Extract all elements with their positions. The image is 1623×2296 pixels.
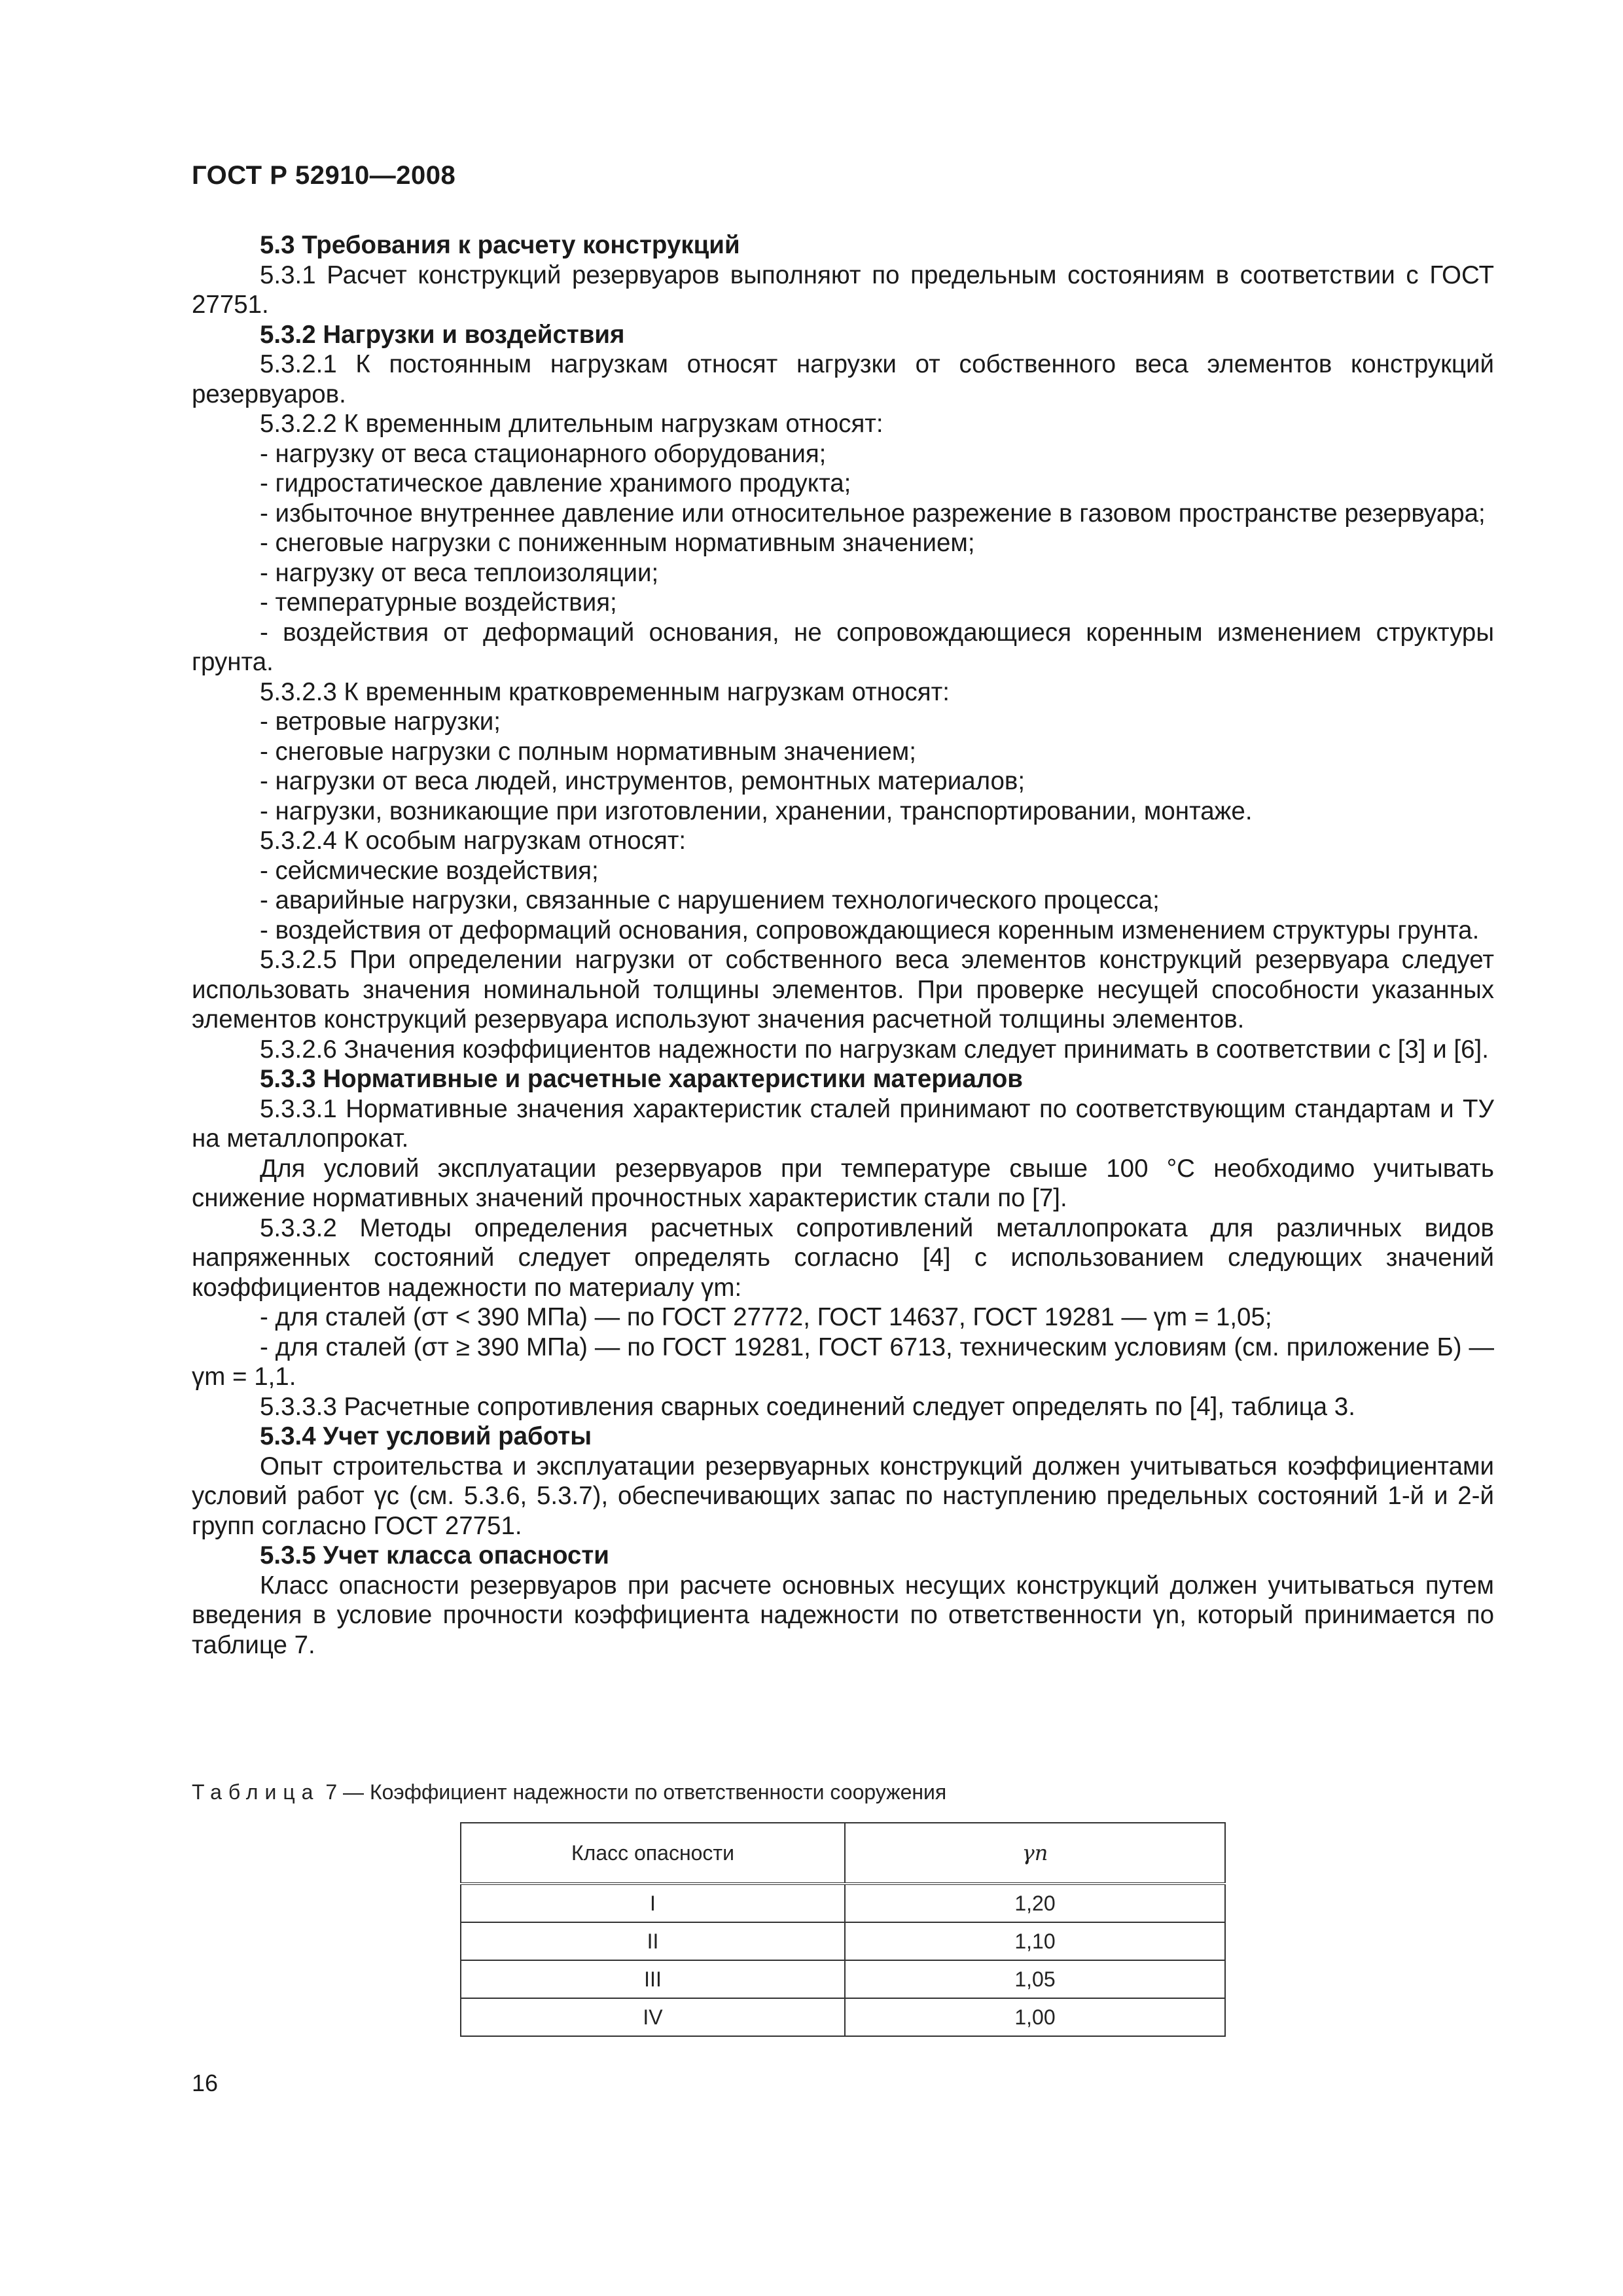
value-cell: 1,10 (845, 1922, 1225, 1960)
hazard-class-table (460, 1822, 1226, 2037)
document-code: ГОСТ Р 52910—2008 (192, 161, 456, 190)
list-item: - снеговые нагрузки с полным нормативным значением; (260, 737, 916, 766)
paragraph: 5.3.3.2 Методы определения расчетных сопротивлений металлопроката для различных видов напряженных состояний следует определять согласно [4] с использованием следующих значений коэффициентов надежности по материалу γm: (192, 1213, 1494, 1302)
paragraph: 5.3.3 Нормативные и расчетные характеристики материалов (260, 1065, 1023, 1093)
table-row (461, 1884, 1225, 1922)
list-item: - нагрузки от веса людей, инструментов, ремонтных материалов; (260, 767, 1026, 795)
table-caption (192, 1780, 946, 1804)
list-item: - воздействия от деформаций основания, сопровождающиеся коренным изменением структуры грунта. (260, 916, 1480, 944)
paragraph: 5.3.3.1 Нормативные значения характеристик сталей принимают по соответствующим стандартам и ТУ на металлопрокат. (192, 1094, 1494, 1153)
value-cell: 1,05 (845, 1960, 1225, 1998)
table-caption-text: 7 — Коэффициент надежности по ответственности сооружения (319, 1780, 947, 1804)
paragraph: 5.3.2.3 К временным кратковременным нагрузкам относят: (260, 677, 950, 706)
list-item: - нагрузки, возникающие при изготовлении, хранении, транспортировании, монтаже. (260, 797, 1253, 825)
paragraph: 5.3.2.6 Значения коэффициентов надежности по нагрузкам следует принимать в соответствии с [3] и [6]. (260, 1035, 1489, 1064)
paragraph: 5.3.2.2 К временным длительным нагрузкам относят: (260, 410, 883, 438)
table-row (461, 1960, 1225, 1998)
table-row (461, 1922, 1225, 1960)
body-text (192, 230, 1494, 1660)
class-cell: I (461, 1884, 845, 1922)
class-cell: III (461, 1960, 845, 1998)
list-item: - воздействия от деформаций основания, не сопровождающиеся коренным изменением структуры грунта. (192, 618, 1494, 676)
table-row (461, 1998, 1225, 2036)
table-caption-label: Таблица (192, 1780, 320, 1804)
paragraph: 5.3.5 Учет класса опасности (260, 1541, 609, 1570)
gamma-n-symbol: γn (1022, 1840, 1048, 1865)
paragraph: 5.3 Требования к расчету конструкций (260, 231, 740, 259)
paragraph: 5.3.1 Расчет конструкций резервуаров выполняют по предельным состояниям в соответствии с ГОСТ 27751. (192, 260, 1494, 319)
paragraph: 5.3.3.3 Расчетные сопротивления сварных соединений следует определять по [4], таблица 3. (260, 1392, 1355, 1421)
paragraph: Класс опасности резервуаров при расчете основных несущих конструкций должен учитываться путем введения в условие прочности коэффициента надежности по ответственности γn, который принимается по таблице 7. (192, 1571, 1494, 1659)
list-item: - аварийные нагрузки, связанные с нарушением технологического процесса; (260, 886, 1160, 914)
list-item: - гидростатическое давление хранимого продукта; (260, 469, 851, 497)
page-number: 16 (192, 2070, 219, 2096)
value-cell: 1,20 (845, 1884, 1225, 1922)
list-item: - сейсмические воздействия; (260, 856, 599, 885)
list-item: - избыточное внутреннее давление или относительное разрежение в газовом пространстве резервуара; (260, 499, 1486, 528)
paragraph: 5.3.2 Нагрузки и воздействия (260, 320, 625, 349)
class-cell: II (461, 1922, 845, 1960)
table-header-gamma (845, 1823, 1225, 1884)
value-cell: 1,00 (845, 1998, 1225, 2036)
list-item: - нагрузку от веса теплоизоляции; (260, 558, 659, 587)
list-item: - снеговые нагрузки с пониженным нормативным значением; (260, 529, 975, 557)
paragraph: 5.3.2.4 К особым нагрузкам относят: (260, 827, 687, 855)
paragraph: Опыт строительства и эксплуатации резервуарных конструкций должен учитываться коэффициентами условий работ γc (см. 5.3.6, 5.3.7), обеспечивающих запас по наступлению предельных состояний 1-й и 2-й групп согласно ГОСТ 27751. (192, 1452, 1494, 1540)
paragraph: 5.3.2.1 К постоянным нагрузкам относят нагрузки от собственного веса элементов конструкций резервуаров. (192, 350, 1494, 408)
list-item: - температурные воздействия; (260, 588, 617, 617)
list-item: - ветровые нагрузки; (260, 708, 501, 736)
list-item: - для сталей (σт < 390 МПа) — по ГОСТ 27772, ГОСТ 14637, ГОСТ 19281 — γm = 1,05; (260, 1303, 1272, 1331)
table-header-class: Класс опасности (461, 1823, 845, 1884)
paragraph: 5.3.4 Учет условий работы (260, 1422, 592, 1450)
paragraph: 5.3.2.5 При определении нагрузки от собственного веса элементов конструкций резервуара следует использовать значения номинальной толщины элементов. При проверке несущей способности указанных элементов конструкций резервуара используют значения расчетной толщины элементов. (192, 946, 1494, 1033)
list-item: - для сталей (σт ≥ 390 МПа) — по ГОСТ 19281, ГОСТ 6713, техническим условиям (см. приложение Б) — γm = 1,1. (192, 1333, 1494, 1391)
paragraph: Для условий эксплуатации резервуаров при температуре свыше 100 °С необходимо учитывать снижение нормативных значений прочностных характеристик стали по [7]. (192, 1154, 1494, 1212)
class-cell: IV (461, 1998, 845, 2036)
list-item: - нагрузку от веса стационарного оборудования; (260, 439, 827, 468)
